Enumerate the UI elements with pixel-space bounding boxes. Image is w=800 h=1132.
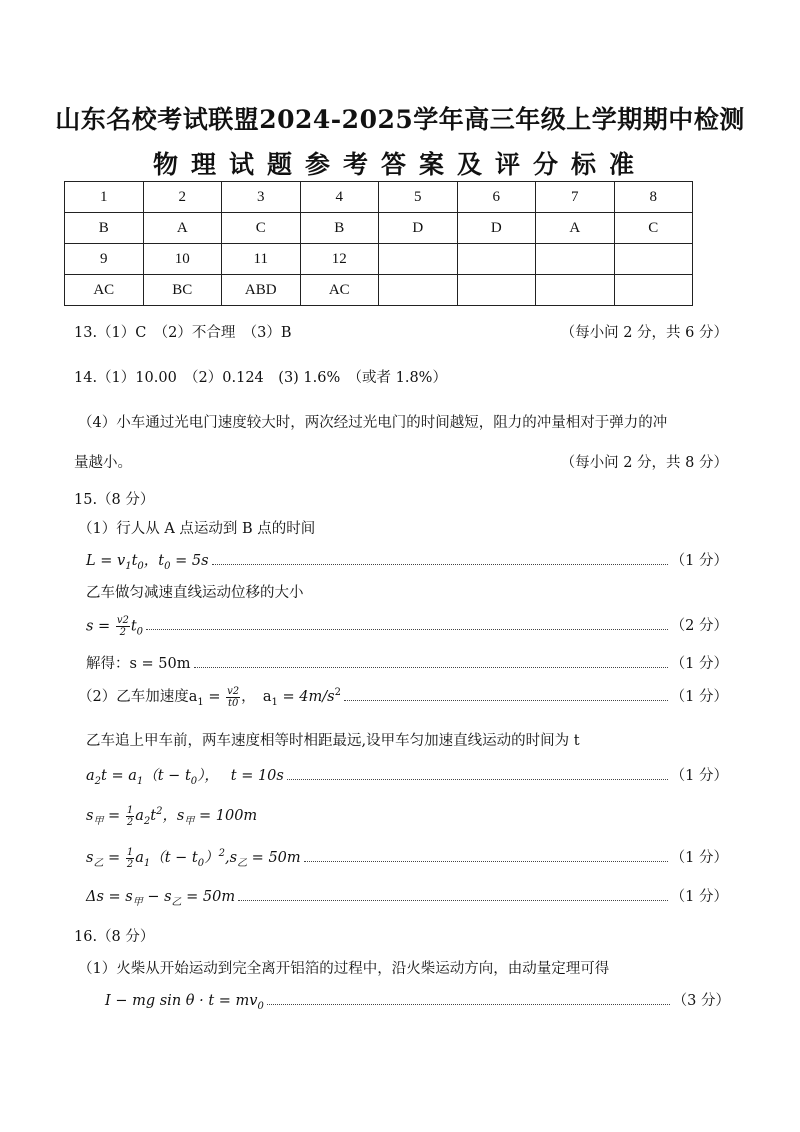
answer-table-cell: 10 xyxy=(143,244,222,275)
answer-table-cell: 2 xyxy=(143,182,222,213)
answer-table-cell: 4 xyxy=(300,182,379,213)
answer-table-cell: 8 xyxy=(614,182,693,213)
q14-part4-line1 xyxy=(78,411,728,432)
answer-table-cell: BC xyxy=(143,275,222,306)
q15-part1-text2: 乙车做匀减速直线运动位移的大小 xyxy=(86,585,304,601)
leader-dots xyxy=(212,564,668,565)
q14-line xyxy=(74,366,728,387)
q14-answers: 14.（1）10.00 （2）0.124 (3) 1.6% （或者 1.8%） xyxy=(74,370,447,386)
answer-table-cell: B xyxy=(300,213,379,244)
answer-table-cell xyxy=(614,244,693,275)
answer-table-cell: 12 xyxy=(300,244,379,275)
answer-table-cell: 7 xyxy=(536,182,615,213)
answer-table-cell: ABD xyxy=(222,275,301,306)
answer-table-cell xyxy=(379,275,458,306)
answer-table-cell: C xyxy=(222,213,301,244)
q15-eq1-formula: $L = v_1t_0$，$t_0 = 5s$ xyxy=(86,553,209,572)
q15-eq4-formula: （2）乙车加速度$a_1$ = $\frac{v2}{t0}$ ， $a_1 = 4m/s^2$ xyxy=(78,685,341,709)
q13-answers: 13.（1）C （2）不合理 （3）B xyxy=(74,325,292,341)
answer-table-cell: C xyxy=(614,213,693,244)
q15-header xyxy=(74,488,728,509)
q15-eq2-formula: s = $\frac{v2}{2}$ $t_0$ xyxy=(86,614,144,638)
answer-table-cell: 5 xyxy=(379,182,458,213)
q15-header-text: 15.（8 分） xyxy=(74,492,155,508)
q15-eq3 xyxy=(86,652,728,673)
answer-table-cell xyxy=(614,275,693,306)
q15-eq2-score: （2 分） xyxy=(670,618,728,634)
q15-eq8 xyxy=(86,885,728,908)
answer-table-cell: 6 xyxy=(457,182,536,213)
answer-table-cell xyxy=(536,244,615,275)
leader-dots xyxy=(287,779,668,780)
leader-dots xyxy=(146,629,668,630)
answer-table-cell: 1 xyxy=(65,182,144,213)
q15-eq6-formula: $s_甲$ = $\frac{1}{2}$ $a_2t^2$，$s_甲 = 100m$ xyxy=(86,804,258,828)
q16-eq1 xyxy=(105,989,730,1012)
answer-table-cell xyxy=(457,275,536,306)
q16-eq1-score: （3 分） xyxy=(672,993,730,1009)
q13-line xyxy=(74,321,728,342)
q15-eq4-score: （1 分） xyxy=(670,689,728,705)
leader-dots xyxy=(304,861,668,862)
answer-table-cell: A xyxy=(536,213,615,244)
q16-header xyxy=(74,925,728,946)
leader-dots xyxy=(267,1004,670,1005)
q15-eq6 xyxy=(86,804,728,828)
answer-table-cell: 3 xyxy=(222,182,301,213)
q15-eq7 xyxy=(86,846,728,870)
answer-table-row xyxy=(65,213,693,244)
q15-eq5-score: （1 分） xyxy=(670,768,728,784)
answer-table-cell: B xyxy=(65,213,144,244)
q15-part1-line xyxy=(78,517,728,538)
answer-table-cell: AC xyxy=(300,275,379,306)
q15-eq8-score: （1 分） xyxy=(670,889,728,905)
q15-eq3-text: 解得：s = 50m xyxy=(86,656,191,672)
leader-dots xyxy=(344,700,668,701)
q16-part1-text: （1）火柴从开始运动到完全离开铝箔的过程中，沿火柴运动方向，由动量定理可得 xyxy=(78,961,610,977)
answer-table-row xyxy=(65,275,693,306)
q15-eq7-formula: $s_乙$ = $\frac{1}{2}$ $a_1(t - t_0)^2,s_乙 = 50m$ xyxy=(86,846,301,870)
q15-eq1-score: （1 分） xyxy=(670,553,728,569)
q14-part4-text-b: 量越小。 xyxy=(74,455,132,471)
q14-part4-text-a: （4）小车通过光电门速度较大时，两次经过光电门的时间越短，阻力的冲量相对于弹力的冲 xyxy=(78,415,668,431)
answer-table xyxy=(64,181,693,306)
q16-part1-line xyxy=(78,957,728,978)
q15-eq5 xyxy=(86,764,728,787)
page-subtitle: 物理试题参考答案及评分标准 xyxy=(152,150,647,179)
leader-dots xyxy=(194,667,668,668)
answer-table-cell: A xyxy=(143,213,222,244)
q14-score: （每小问 2 分，共 8 分） xyxy=(560,455,728,471)
q15-part1-line2 xyxy=(86,581,728,602)
leader-dots xyxy=(238,900,668,901)
q15-eq8-formula: $\Delta s = s_甲 - s_乙 = 50m$ xyxy=(86,889,236,908)
answer-table-cell xyxy=(536,275,615,306)
answer-table-cell: 11 xyxy=(222,244,301,275)
q15-eq2 xyxy=(86,614,728,638)
q16-header-text: 16.（8 分） xyxy=(74,929,155,945)
answer-table-row xyxy=(65,244,693,275)
answer-table-cell: 9 xyxy=(65,244,144,275)
q15-eq1 xyxy=(86,549,728,572)
answer-table-cell: D xyxy=(457,213,536,244)
q15-part1-text: （1）行人从 A 点运动到 B 点的时间 xyxy=(78,521,316,537)
q15-eq3-score: （1 分） xyxy=(670,656,728,672)
page-title: 山东名校考试联盟2024-2025学年高三年级上学期期中检测 xyxy=(55,105,745,134)
q13-score: （每小问 2 分，共 6 分） xyxy=(560,325,728,341)
answer-table-row xyxy=(65,182,693,213)
q15-part2-text-line xyxy=(86,729,728,750)
q16-eq1-formula: I − mg $\sin \theta \cdot t = mv_0$ xyxy=(105,993,264,1012)
q15-eq7-score: （1 分） xyxy=(670,850,728,866)
answer-table-cell xyxy=(379,244,458,275)
q15-eq4 xyxy=(78,685,728,709)
answer-table-cell: AC xyxy=(65,275,144,306)
q14-part4-line2 xyxy=(74,451,728,472)
q15-part2-text: 乙车追上甲车前，两车速度相等时相距最远,设甲车匀加速直线运动的时间为 t xyxy=(86,733,580,749)
answer-table-cell xyxy=(457,244,536,275)
q15-eq5-formula: $a_2t = a_1(t - t_0)$， t = 10s xyxy=(86,768,284,787)
answer-table-cell: D xyxy=(379,213,458,244)
